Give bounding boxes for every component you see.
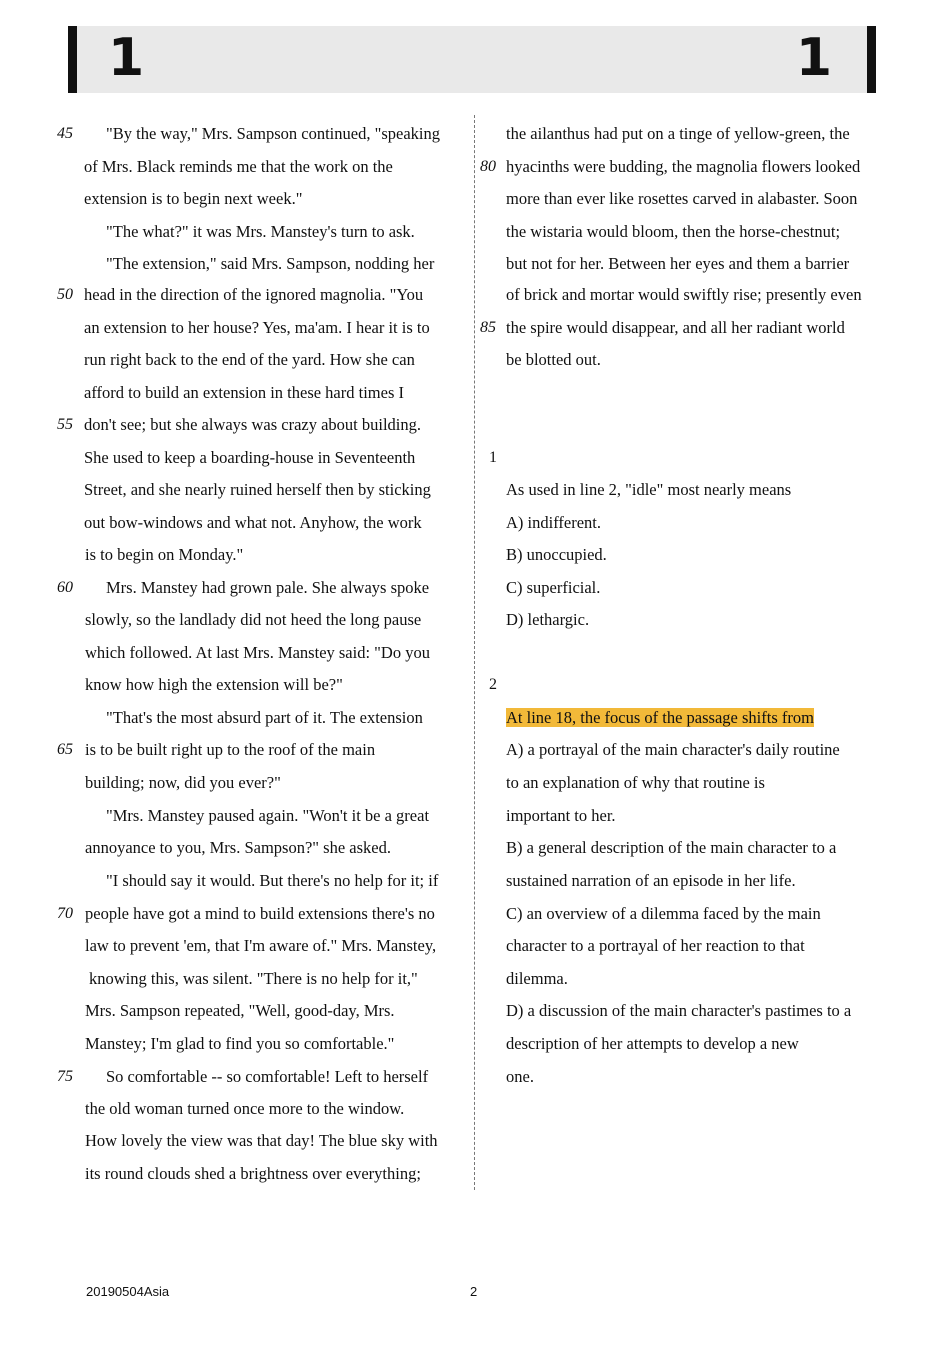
answer-option-a-cont: important to her. [506,806,616,825]
passage-line: its round clouds shed a brightness over everything; [85,1164,421,1183]
line-number-50: 50 [57,286,73,303]
passage-line: don't see; but she always was crazy about building. [84,415,422,434]
passage-line: "I should say it would. But there's no help for it; if [106,871,439,890]
passage-line: annoyance to you, Mrs. Sampson?" she asked. [85,838,391,857]
answer-option-c[interactable]: C) an overview of a dilemma faced by the main [506,904,821,923]
passage-line: an extension to her house? Yes, ma'am. I hear it is to [84,318,430,337]
line-number-55: 55 [57,416,73,433]
passage-line: run right back to the end of the yard. How she can [84,350,415,369]
passage-line: knowing this, was silent. "There is no help for it," [89,969,418,988]
question-number: 2 [489,676,497,693]
passage-line: of brick and mortar would swiftly rise; presently even [506,285,862,304]
passage-line: afford to build an extension in these hard times I [84,383,404,402]
passage-line: the spire would disappear, and all her radiant world [506,318,845,337]
line-number-75: 75 [57,1068,73,1085]
passage-line: "By the way," Mrs. Sampson continued, "speaking [106,124,440,143]
line-number-85: 85 [480,319,496,336]
question-prompt: As used in line 2, "idle" most nearly means [506,480,792,499]
passage-line: building; now, did you ever?" [85,773,281,792]
answer-option-c-cont: character to a portrayal of her reaction to that [506,936,805,955]
passage-line: "The what?" it was Mrs. Manstey's turn to ask. [106,222,415,241]
passage-line: Manstey; I'm glad to find you so comfortable." [85,1034,395,1053]
footer-page-number: 2 [470,1284,478,1299]
answer-option-d[interactable]: D) lethargic. [506,610,590,629]
page-header [68,26,876,93]
header-section-number-left: 1 [108,28,145,88]
answer-option-a[interactable]: A) indifferent. [506,513,601,532]
passage-line: head in the direction of the ignored magnolia. "You [84,285,424,304]
highlight: At line 18, the focus of the passage shifts from [506,708,814,727]
line-number-60: 60 [57,579,73,596]
passage-line: the ailanthus had put on a tinge of yellow-green, the [506,124,850,143]
passage-line: slowly, so the landlady did not heed the long pause [85,610,422,629]
answer-option-d-cont: one. [506,1067,534,1086]
answer-option-b[interactable]: B) a general description of the main character to a [506,838,837,857]
passage-line: out bow-windows and what not. Anyhow, the work [84,513,422,532]
answer-option-a-cont: to an explanation of why that routine is [506,773,765,792]
column-divider [474,115,475,1190]
line-number-65: 65 [57,741,73,758]
passage-line: Street, and she nearly ruined herself then by sticking [84,480,431,499]
answer-option-c[interactable]: C) superficial. [506,578,601,597]
line-number-80: 80 [480,158,496,175]
passage-line: is to begin on Monday." [85,545,244,564]
passage-line: people have got a mind to build extensions there's no [85,904,435,923]
passage-line: How lovely the view was that day! The blue sky with [85,1131,438,1150]
passage-line: which followed. At last Mrs. Manstey said: "Do you [85,643,430,662]
passage-line: So comfortable -- so comfortable! Left to herself [106,1067,429,1086]
passage-line: She used to keep a boarding-house in Seventeenth [84,448,416,467]
question-number: 1 [489,449,497,466]
answer-option-b[interactable]: B) unoccupied. [506,545,607,564]
passage-line: "Mrs. Manstey paused again. "Won't it be a great [106,806,430,825]
answer-option-d[interactable]: D) a discussion of the main character's pastimes to a [506,1001,852,1020]
passage-line: know how high the extension will be?" [85,675,343,694]
line-number-70: 70 [57,905,73,922]
passage-line: "That's the most absurd part of it. The extension [106,708,423,727]
answer-option-a[interactable]: A) a portrayal of the main character's daily routine [506,740,840,759]
answer-option-b-cont: sustained narration of an episode in her life. [506,871,796,890]
header-left-bar [68,26,77,93]
passage-line: the wistaria would bloom, then the horse-chestnut; [506,222,841,241]
passage-line: "The extension," said Mrs. Sampson, nodding her [106,254,435,273]
passage-line: the old woman turned once more to the window. [85,1099,405,1118]
passage-line: hyacinths were budding, the magnolia flowers looked [506,157,861,176]
passage-line: is to be built right up to the roof of the main [85,740,376,759]
line-number-45: 45 [57,125,73,142]
passage-line: be blotted out. [506,350,601,369]
footer-test-code: 20190504Asia [86,1284,170,1299]
passage-line: but not for her. Between her eyes and them a barrier [506,254,850,273]
passage-line: of Mrs. Black reminds me that the work on the [84,157,393,176]
passage-line: Mrs. Manstey had grown pale. She always spoke [106,578,430,597]
header-section-number-right: 1 [795,28,832,88]
passage-line: law to prevent 'em, that I'm aware of." Mrs. Manstey, [85,936,437,955]
passage-line: extension is to begin next week." [84,189,303,208]
header-right-bar [867,26,876,93]
answer-option-d-cont: description of her attempts to develop a new [506,1034,799,1053]
answer-option-c-cont: dilemma. [506,969,568,988]
passage-line: Mrs. Sampson repeated, "Well, good-day, Mrs. [85,1001,395,1020]
question-prompt-highlighted [506,708,814,728]
passage-line: more than ever like rosettes carved in alabaster. Soon [506,189,858,208]
